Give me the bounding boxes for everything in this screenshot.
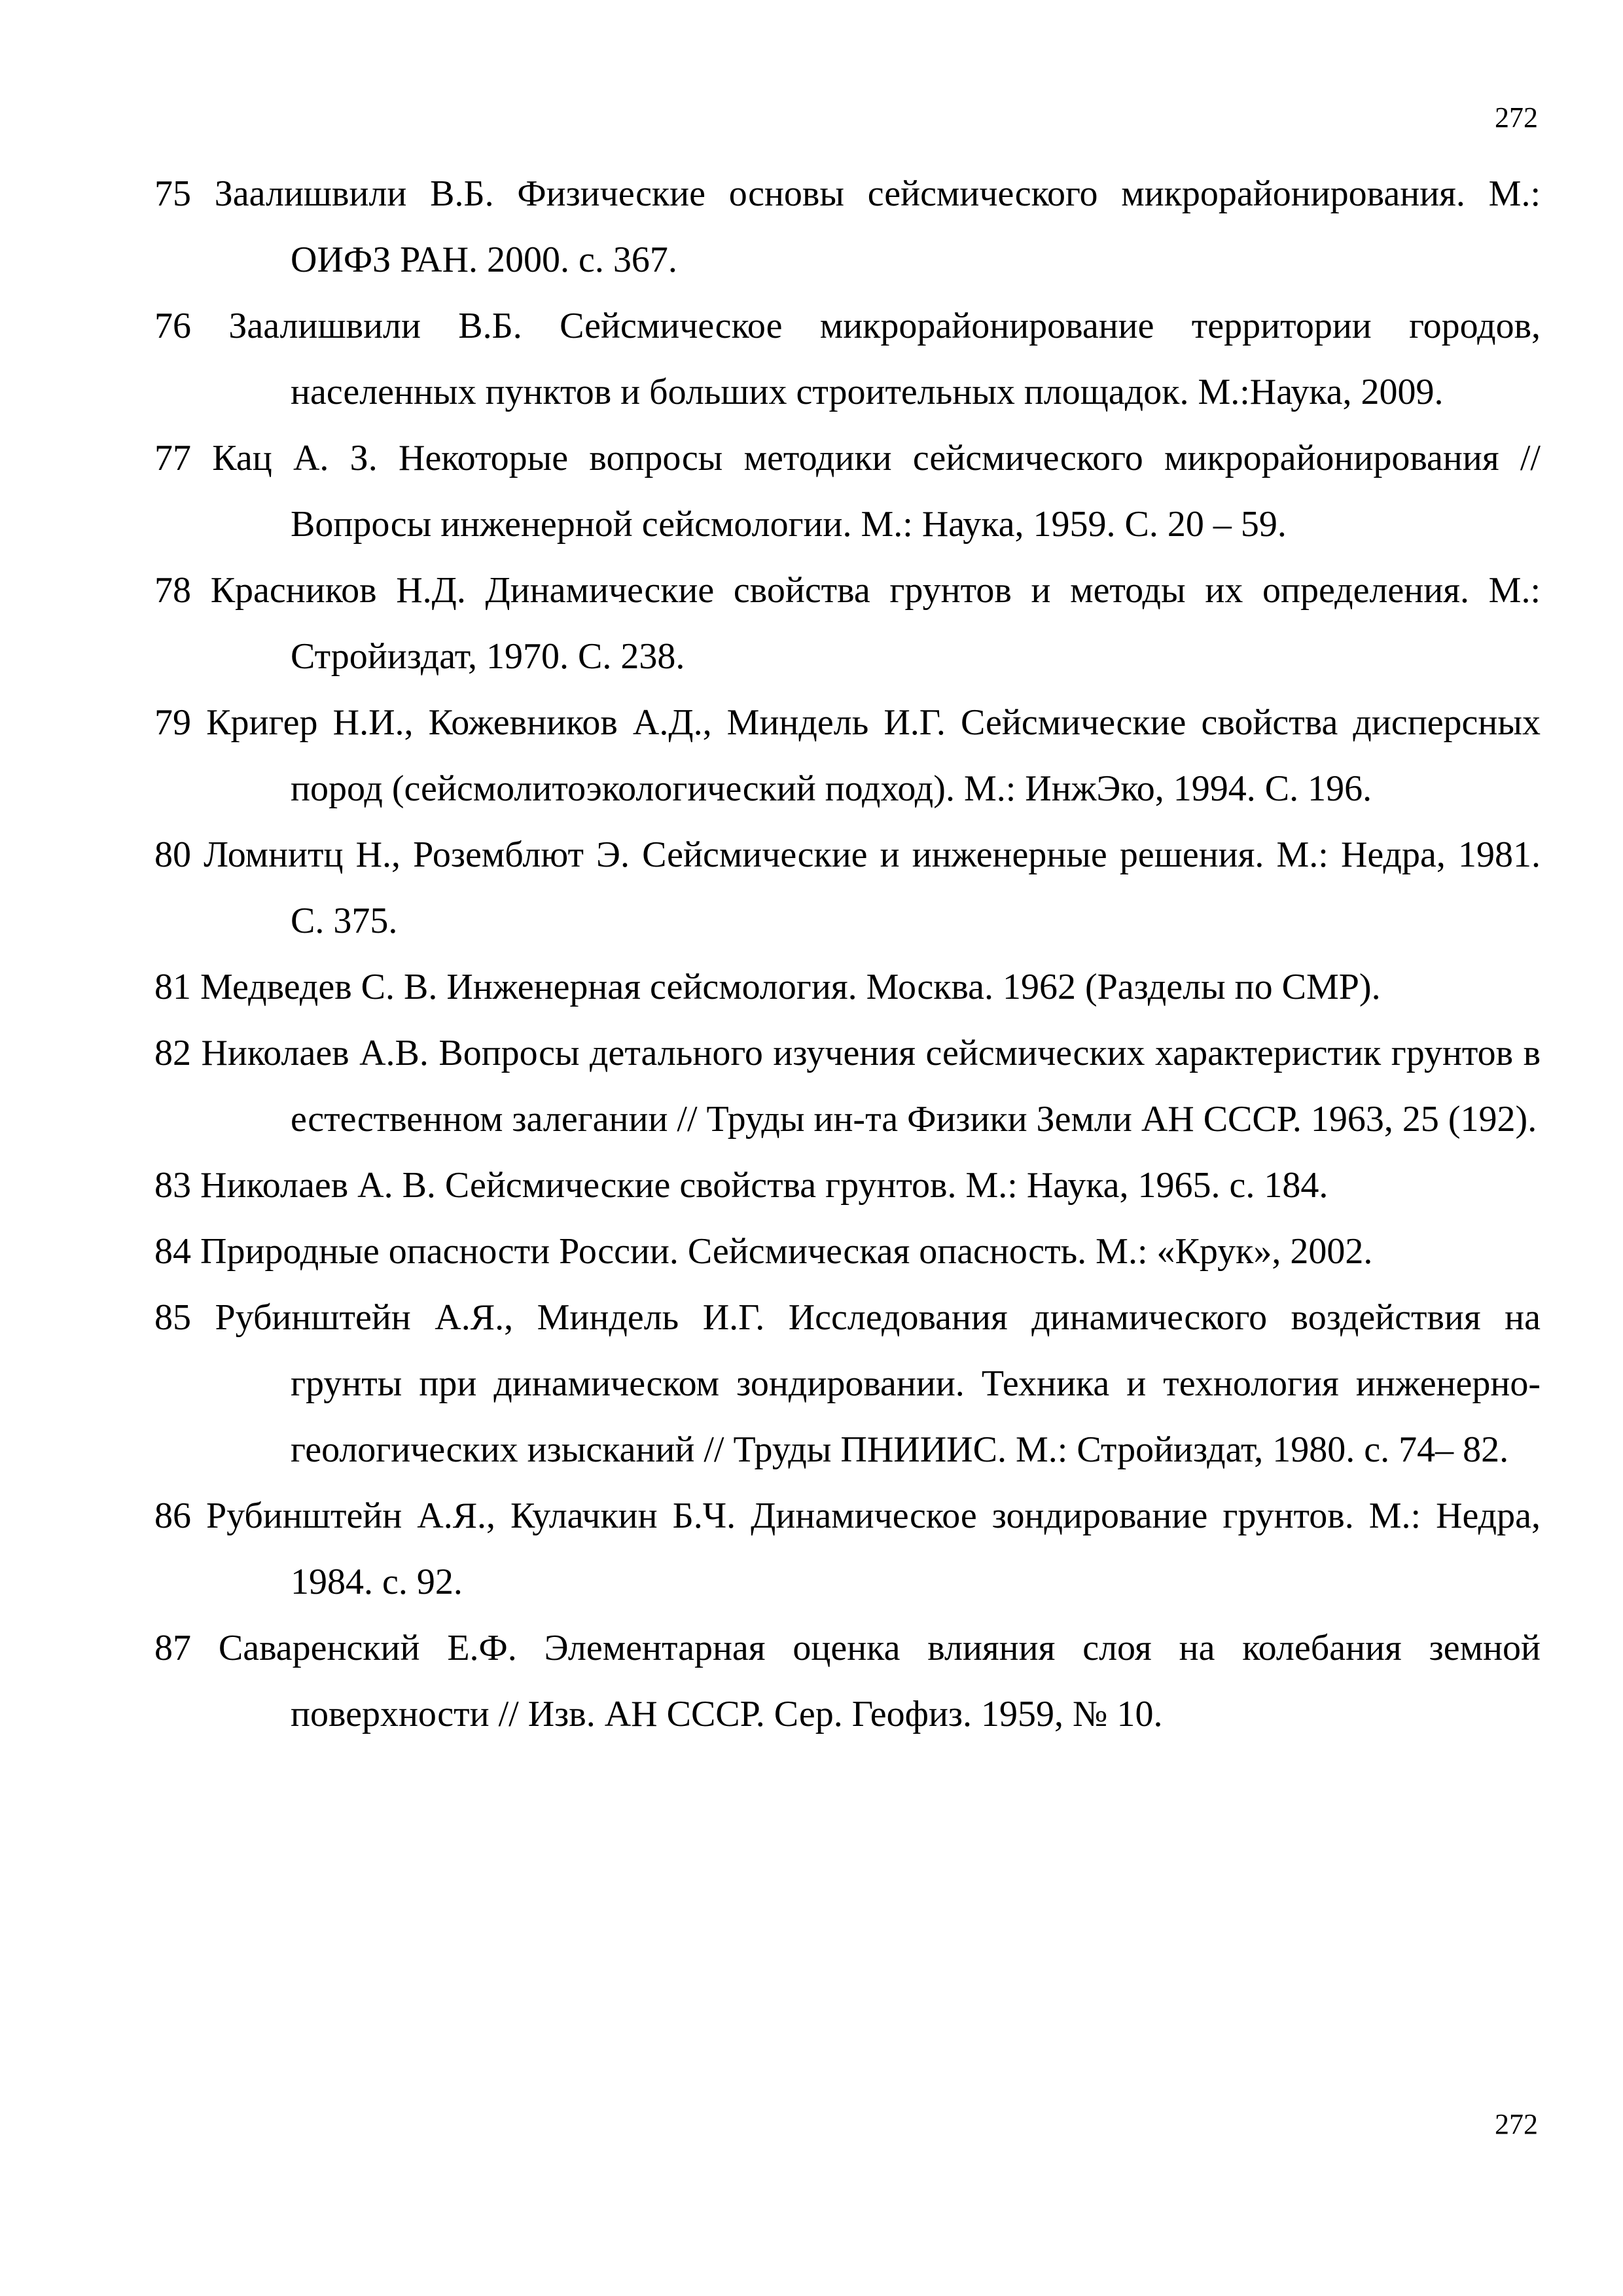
reference-entry-76 [154, 293, 1541, 425]
reference-number: 79 [154, 702, 191, 743]
reference-text: Медведев С. В. Инженерная сейсмология. Москва. 1962 (Разделы по СМР). [200, 967, 1381, 1007]
reference-number: 77 [154, 438, 191, 478]
reference-entry-87 [154, 1615, 1541, 1748]
reference-entry-80 [154, 822, 1541, 954]
reference-text: Природные опасности России. Сейсмическая опасность. М.: «Крук», 2002. [200, 1231, 1373, 1272]
reference-entry-78 [154, 558, 1541, 690]
reference-number: 83 [154, 1165, 191, 1206]
reference-entry-77 [154, 425, 1541, 558]
reference-number: 78 [154, 570, 191, 611]
reference-text: Заалишвили В.Б. Физические основы сейсмического микрорайонирования. М.: ОИФЗ РАН. 2000. с. 367. [214, 173, 1541, 280]
reference-entry-75 [154, 161, 1541, 293]
reference-entry-81 [154, 954, 1541, 1020]
reference-text: Рубинштейн А.Я., Кулачкин Б.Ч. Динамическое зондирование грунтов. М.: Недра, 1984. с. 92. [206, 1496, 1541, 1602]
reference-text: Николаев А.В. Вопросы детального изучения сейсмических характеристик грунтов в естественном залегании // Труды ин-та Физики Земли АН СССР. 1963, 25 (192). [201, 1033, 1541, 1139]
reference-text: Кригер Н.И., Кожевников А.Д., Миндель И.Г. Сейсмические свойства дисперсных пород (сейсмолитоэкологический подход). М.: ИнжЭко, 1994. С. 196. [206, 702, 1541, 809]
reference-entry-82 [154, 1020, 1541, 1153]
reference-entry-83 [154, 1153, 1541, 1219]
reference-number: 86 [154, 1496, 191, 1536]
reference-entry-84 [154, 1219, 1541, 1285]
page-number-top: 272 [1495, 101, 1538, 134]
reference-text: Ломнитц Н., Роземблют Э. Сейсмические и инженерные решения. М.: Недра, 1981. С. 375. [204, 834, 1541, 941]
reference-number: 81 [154, 967, 191, 1007]
reference-number: 80 [154, 834, 191, 875]
reference-number: 85 [154, 1297, 191, 1338]
reference-entry-85 [154, 1285, 1541, 1483]
reference-text: Рубинштейн А.Я., Миндель И.Г. Исследования динамического воздействия на грунты при динамическом зондировании. Техника и технология инженерно-геологических изысканий // Труды ПНИИИС. М.: Стройиздат, 1980. с. 74– 82. [215, 1297, 1541, 1470]
reference-number: 75 [154, 173, 191, 214]
reference-number: 82 [154, 1033, 191, 1073]
page-number-bottom: 272 [1495, 2108, 1538, 2140]
reference-list [154, 161, 1541, 1748]
reference-text: Заалишвили В.Б. Сейсмическое микрорайонирование территории городов, населенных пунктов и больших строительных площадок. М.:Наука, 2009. [228, 306, 1541, 412]
reference-number: 87 [154, 1628, 191, 1668]
reference-text: Красников Н.Д. Динамические свойства грунтов и методы их определения. М.: Стройиздат, 1970. С. 238. [210, 570, 1541, 677]
reference-text: Кац А. З. Некоторые вопросы методики сейсмического микрорайонирования // Вопросы инженерной сейсмологии. М.: Наука, 1959. С. 20 – 59. [212, 438, 1541, 545]
reference-text: Николаев А. В. Сейсмические свойства грунтов. М.: Наука, 1965. с. 184. [200, 1165, 1329, 1206]
reference-entry-86 [154, 1483, 1541, 1615]
reference-text: Саваренский Е.Ф. Элементарная оценка влияния слоя на колебания земной поверхности // Изв. АН СССР. Сер. Геофиз. 1959, № 10. [218, 1628, 1541, 1734]
reference-number: 76 [154, 306, 191, 346]
reference-number: 84 [154, 1231, 191, 1272]
reference-entry-79 [154, 690, 1541, 822]
